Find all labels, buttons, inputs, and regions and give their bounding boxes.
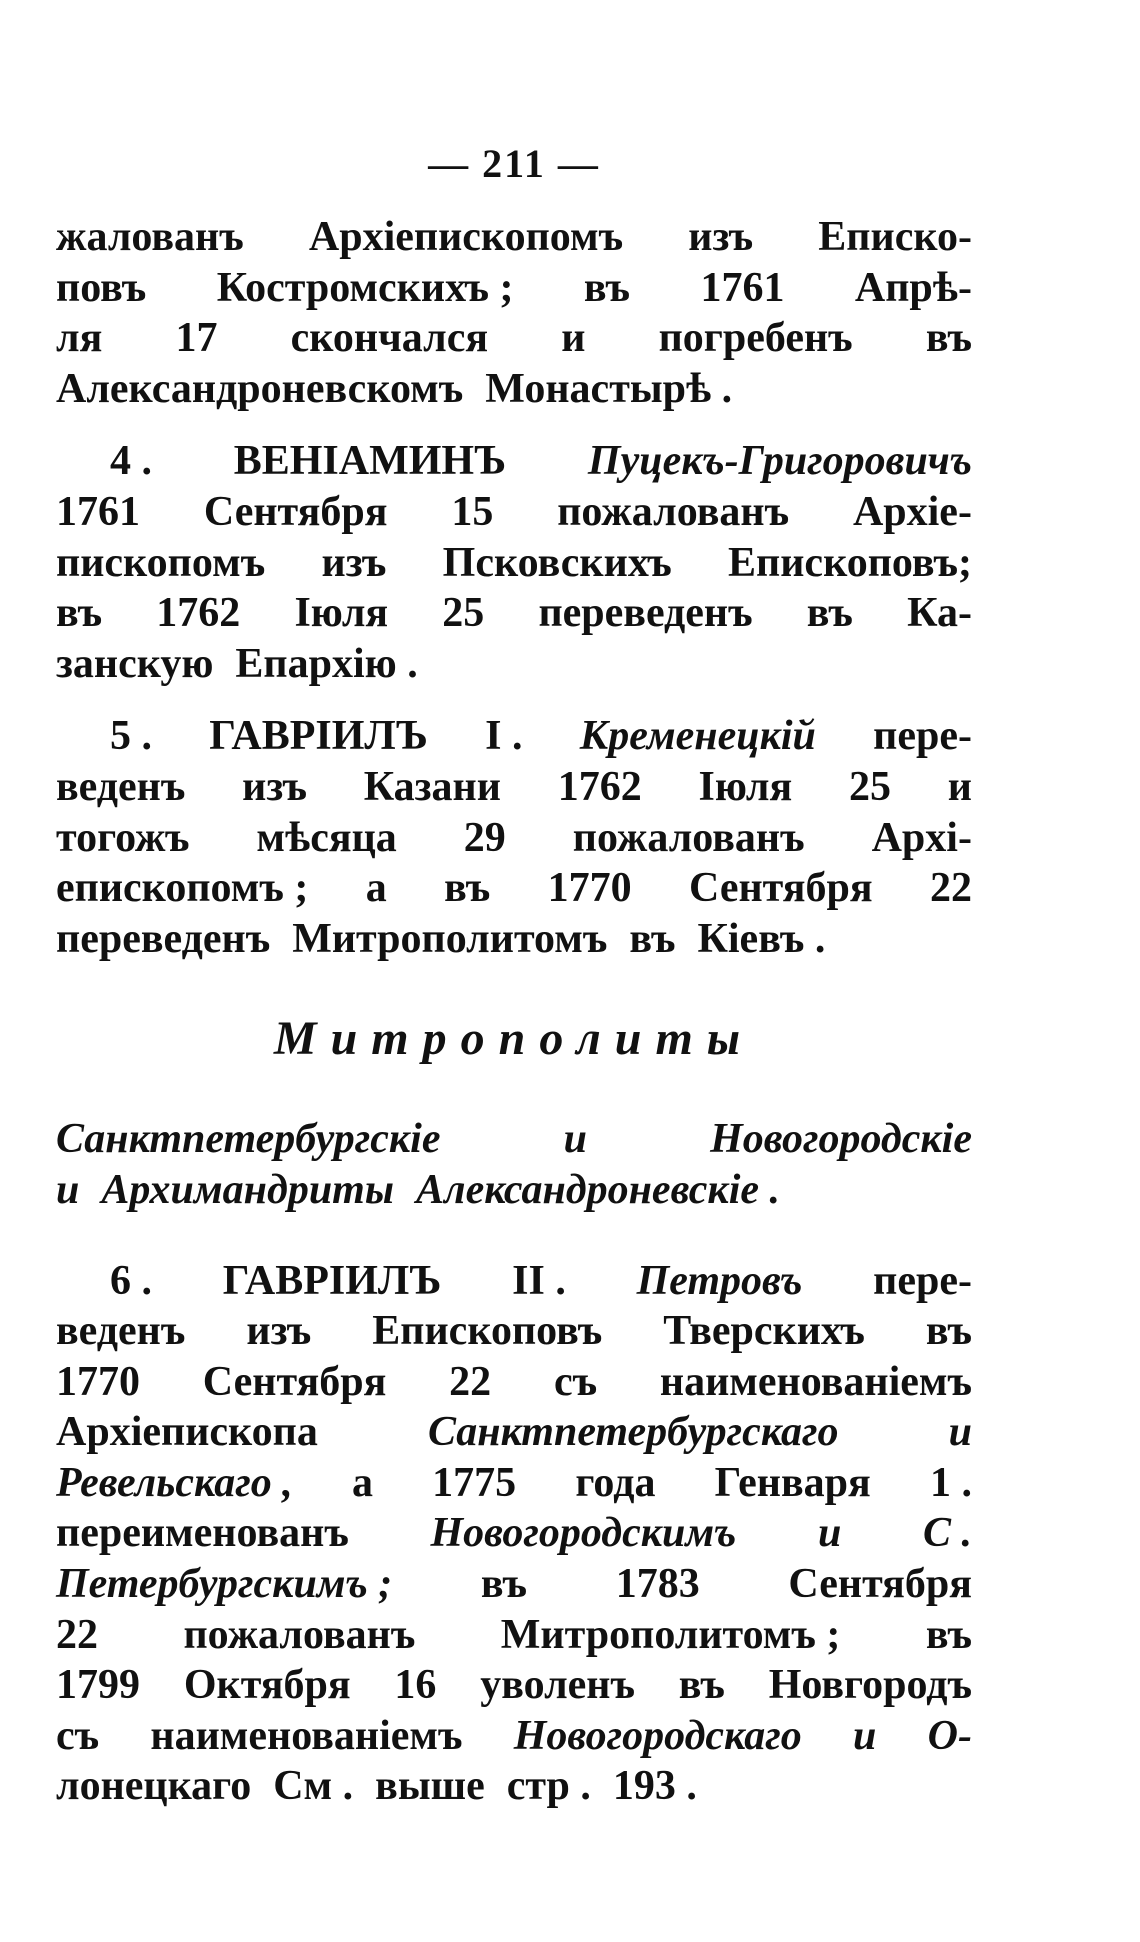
word: и [563,1116,587,1163]
word: 1762 [557,763,642,810]
word: тогожъ [56,814,190,861]
word: переименованъ [56,1510,349,1557]
word: и [817,1510,842,1557]
word: въ [583,264,631,311]
word: 22 [449,1358,492,1405]
word: 1761 [700,264,785,311]
paragraph-4-gavriil-ii [56,1256,972,1813]
text-line [56,1761,972,1812]
word: Псковскихъ [442,539,672,586]
word: Епархію . [235,640,418,687]
word: Архіепископомъ [308,214,624,260]
word: Іюля [698,763,793,810]
text-line [56,914,972,965]
word: и [853,1712,877,1759]
text-line [56,1256,972,1307]
word: 15 [451,488,494,535]
word: Еписко- [818,214,972,260]
word: 1770 [547,865,632,912]
word: а [351,1459,373,1506]
text-line [56,588,972,639]
word: Новгородъ [768,1662,972,1709]
word: I . [485,713,523,760]
word: Тверскихъ [663,1308,865,1355]
text-line [56,263,972,314]
word: и [948,1409,972,1456]
text-line [56,1407,972,1458]
word: Новогородскаго [513,1712,802,1759]
word: 1775 [432,1459,517,1506]
word: въ [925,1308,972,1355]
word: скончался [290,315,489,362]
text-line [56,639,972,690]
word: См . [273,1763,354,1810]
word: веденъ [56,1308,186,1355]
word: 1770 [56,1358,140,1405]
text-line [56,364,972,415]
word: пере- [873,1257,972,1304]
word: Пуцекъ-Григоровичъ [587,438,972,485]
word: пере- [873,713,972,760]
word: 29 [463,814,506,861]
word: Новогородскимъ [430,1510,737,1557]
word: изъ [242,763,307,810]
word: занскую [56,640,214,687]
word: епископомъ ; [56,865,309,912]
word: Епископовъ [372,1308,603,1355]
word: Петербургскимъ ; [56,1561,393,1608]
section-heading: Митрополиты [273,1012,755,1066]
section-gap [56,1074,972,1114]
word: 22 [56,1611,98,1658]
text-line [56,1306,972,1357]
word: II . [512,1257,566,1304]
word: ВЕНІАМИНЪ [233,438,507,485]
word: веденъ [56,763,186,810]
word: 1 . [929,1459,972,1506]
text-line [56,1610,972,1661]
word: Генваря [714,1459,871,1506]
page-text [56,212,972,1812]
text-line [56,1559,972,1610]
word: Митрополитомъ ; [500,1611,841,1658]
word: Санктпетербургскаго [427,1409,839,1456]
word: Казани [363,763,501,810]
word: Кременецкій [579,713,816,760]
word: пожалованъ [572,814,805,861]
word: Архимандриты [101,1166,394,1213]
word: Сентября [788,1561,972,1608]
word: Новогородскіе [710,1116,972,1163]
word: 22 [929,865,972,912]
section-gap [56,1216,972,1256]
word: изъ [688,214,754,260]
word: Апрѣ- [854,264,972,311]
text-line [56,538,972,589]
word: Архі- [871,814,972,861]
word: въ [444,865,491,912]
word: 1799 [56,1662,140,1709]
text-line [56,487,972,538]
word: стр . [506,1763,591,1810]
text-line [56,212,972,263]
section-gap [56,964,972,1004]
word: пископомъ [56,539,266,586]
word: 1783 [615,1561,700,1608]
text-line [56,1508,972,1559]
word: 16 [394,1662,437,1709]
word: лонецкаго [56,1763,252,1810]
text-line [56,1458,972,1509]
word: Александроневскомъ [56,365,464,412]
word: 25 [848,763,891,810]
word: въ [629,915,676,962]
word: въ [806,590,853,637]
text-line [56,863,972,914]
word: Епископовъ; [728,539,972,586]
word: Митрополитомъ [292,915,608,962]
word: въ [56,590,103,637]
text-line [56,762,972,813]
word: 193 . [612,1763,697,1810]
text-line [56,313,972,364]
text-line [56,1711,972,1762]
word: и [947,763,972,810]
word: переведенъ [538,590,753,637]
word: и [56,1166,80,1213]
word: въ [925,1611,972,1658]
word: Архіе- [852,488,972,535]
paragraph-3-gavriil-i [56,711,972,964]
word: 1761 [56,488,140,535]
word: Санктпетербургскіе [56,1116,441,1163]
book-page [56,0,972,1942]
word: 17 [175,315,218,362]
word: Костромскихъ ; [216,264,514,311]
word: въ [480,1561,528,1608]
word: 4 . [110,438,152,485]
word: наименованіемъ [150,1712,463,1759]
word: ля [56,315,103,362]
word: погребенъ [658,315,853,362]
word: жалованъ [56,214,244,260]
paragraph-2-veniamin [56,436,972,689]
word: съ [56,1712,100,1759]
word: изъ [321,539,387,586]
word: изъ [246,1308,312,1355]
word: Ка- [907,590,972,637]
paragraph-gap [56,414,972,436]
word: повъ [56,264,147,311]
word: пожалованъ [557,488,790,535]
word: Іюля [294,590,389,637]
section-subheading [56,1114,972,1215]
word: Петровъ [636,1257,803,1304]
word: Сентября [202,1358,387,1405]
paragraph-gap [56,689,972,711]
text-line [56,1660,972,1711]
word: и [561,315,586,362]
word: Октября [183,1662,351,1709]
text-line [56,1114,972,1165]
word: 5 . [110,713,152,760]
word: Монастырѣ . [485,365,733,412]
text-line [56,711,972,762]
word: года [575,1459,656,1506]
word: Сентября [203,488,388,535]
word: пожалованъ [183,1611,416,1658]
word: Александроневскіе . [416,1166,781,1213]
word: С . [922,1510,972,1557]
word: а [365,865,387,912]
word: мѣсяца [256,814,397,861]
paragraph-1 [56,212,972,414]
word: съ [553,1358,598,1405]
word: выше [375,1763,485,1810]
word: 1762 [156,590,241,637]
word: ГАВРІИЛЪ [209,713,428,760]
page-number: — 211 — [428,141,600,186]
text-line [56,1357,972,1408]
word: наименованіемъ [659,1358,972,1405]
word: въ [925,315,972,362]
text-line [56,436,972,487]
word: Ревельскаго , [56,1459,293,1506]
word: переведенъ [56,915,271,962]
word: уволенъ [480,1662,635,1709]
word: Сентября [689,865,873,912]
word: О- [927,1712,972,1759]
word: ГАВРІИЛЪ [222,1257,442,1304]
word: въ [678,1662,725,1709]
text-line [56,813,972,864]
word: 25 [442,590,485,637]
word: Архіепископа [56,1409,318,1456]
word: 6 . [110,1257,152,1304]
word: Кіевъ . [697,915,826,962]
text-line [56,1165,972,1216]
